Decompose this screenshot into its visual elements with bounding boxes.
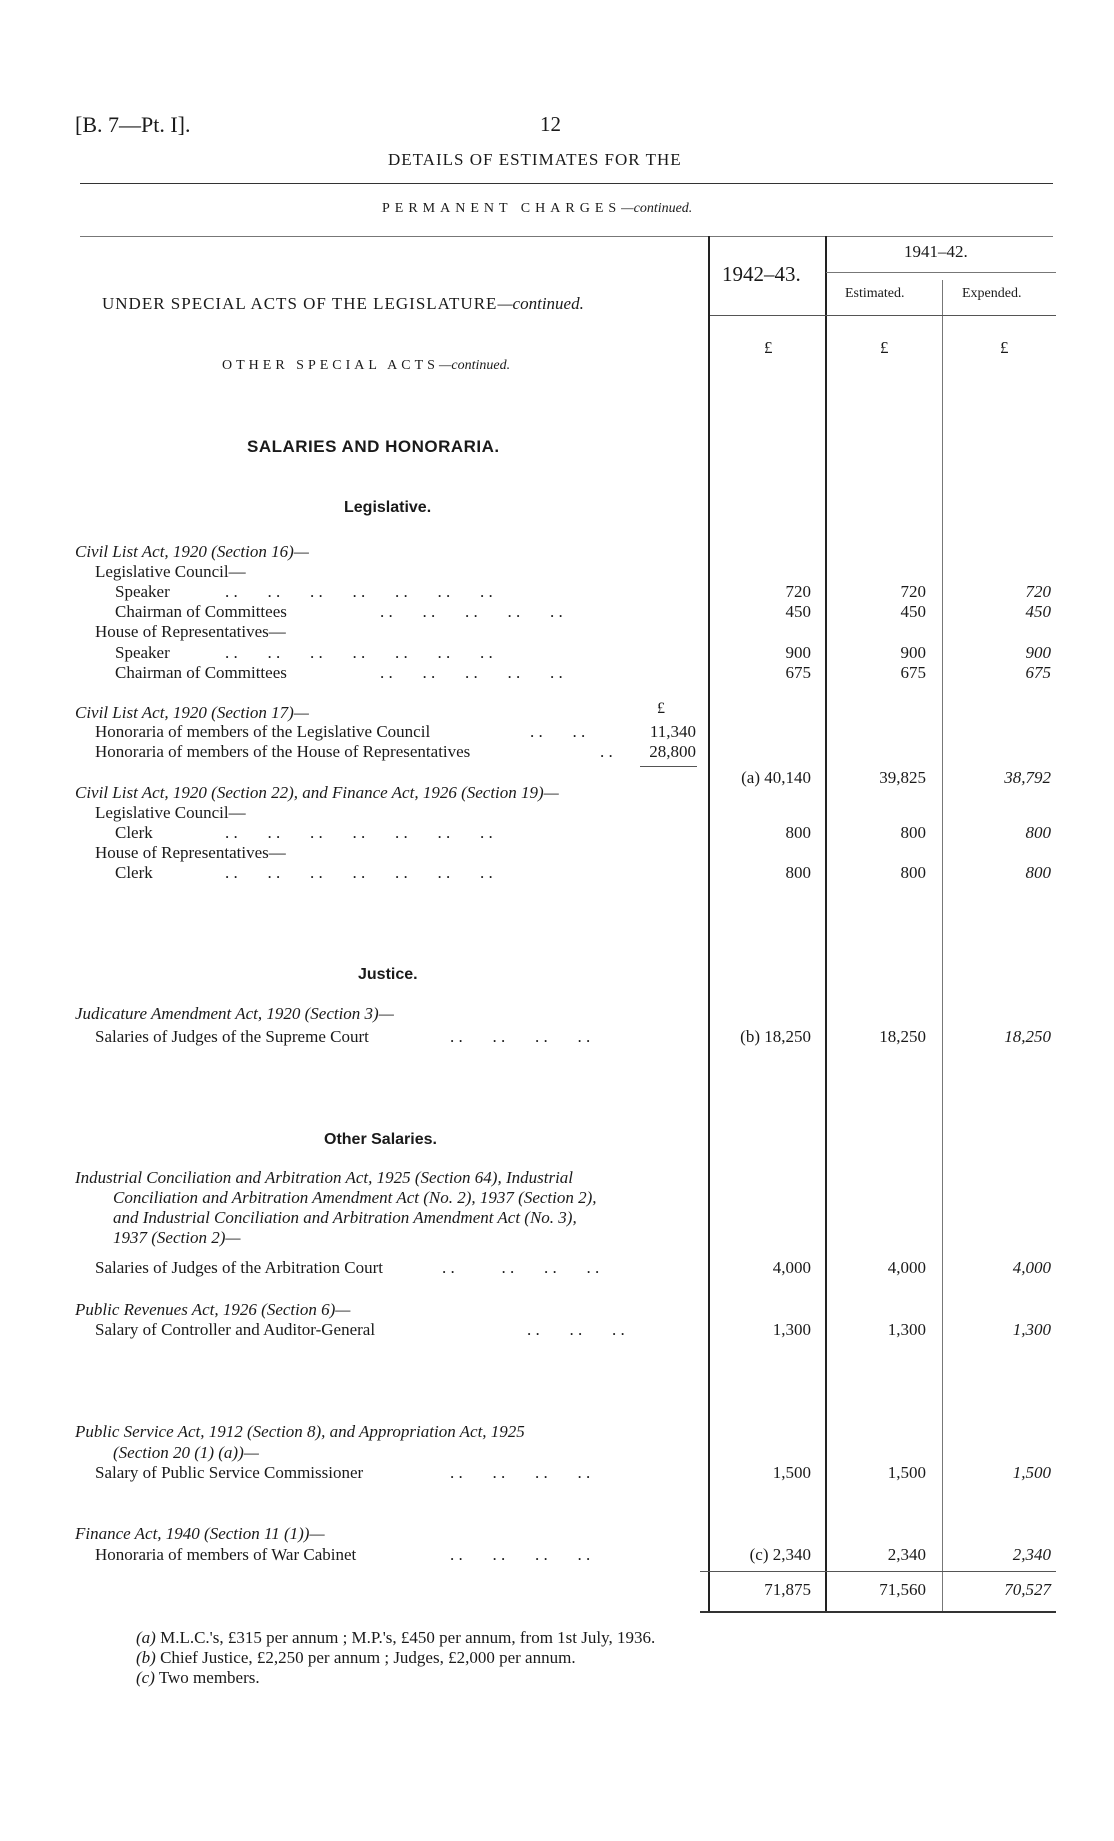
totals-bottom-rule: [700, 1611, 1056, 1613]
subsection-heading: OTHER SPECIAL ACTS—continued.: [222, 358, 511, 373]
label-arbitration-court-judges: Salaries of Judges of the Arbitration Court: [95, 1258, 384, 1277]
cell-commissioner-est: 1,500: [887, 1463, 926, 1482]
cell-war-cabinet-1942: (c) 2,340: [749, 1545, 811, 1564]
leader-dots: . . . .: [530, 722, 586, 741]
cell-chairman-council-exp: 450: [1025, 602, 1051, 621]
document-reference: [B. 7—Pt. I].: [75, 112, 191, 137]
title-rule: [80, 183, 1053, 184]
cell-chairman-house-1942: 675: [785, 663, 811, 682]
label-speaker-council: Speaker: [115, 582, 170, 601]
label-honoraria-house: Honoraria of members of the House of Representatives: [95, 742, 471, 761]
cell-honoraria-est: 39,825: [879, 768, 926, 787]
column-header-expended: Expended.: [962, 286, 1022, 301]
act-civil-list-s17: Civil List Act, 1920 (Section 17)—: [75, 703, 309, 722]
act-civil-list-s22-finance: Civil List Act, 1920 (Section 22), and Finance Act, 1926 (Section 19)—: [75, 783, 559, 802]
cell-chairman-house-exp: 675: [1025, 663, 1051, 682]
cell-speaker-council-est: 720: [900, 582, 926, 601]
section-subtitle: PERMANENT CHARGES—continued.: [382, 201, 693, 216]
cell-war-cabinet-est: 2,340: [887, 1545, 926, 1564]
cell-commissioner-1942: 1,500: [772, 1463, 811, 1482]
act-industrial-conciliation-l3: and Industrial Conciliation and Arbitration Amendment Act (No. 3),: [113, 1208, 577, 1227]
footnote-b: (b) Chief Justice, £2,250 per annum ; Judges, £2,000 per annum.: [136, 1648, 576, 1667]
column-header-1942-43: 1942–43.: [722, 262, 801, 286]
totals-top-rule: [700, 1571, 1056, 1572]
cell-chairman-council-est: 450: [900, 602, 926, 621]
cell-arbitration-1942: 4,000: [772, 1258, 811, 1277]
group-heading: SALARIES AND HONORARIA.: [247, 437, 500, 456]
cell-auditor-exp: 1,300: [1012, 1320, 1051, 1339]
column-group-1941-42: 1941–42.: [904, 242, 968, 261]
footnote-c: (c) Two members.: [136, 1668, 260, 1687]
cell-speaker-house-est: 900: [900, 643, 926, 662]
label-house-of-representatives-2: House of Representatives—: [95, 843, 286, 862]
total-1942: 71,875: [764, 1580, 811, 1599]
leader-dots: . . . . . .: [527, 1320, 625, 1339]
leader-dots: . . . . . . . . . . . . . .: [225, 643, 493, 662]
column-group-rule: [826, 272, 1056, 273]
inner-unit: £: [657, 700, 665, 717]
cell-auditor-est: 1,300: [887, 1320, 926, 1339]
cell-honoraria-exp: 38,792: [1004, 768, 1051, 787]
cell-chairman-council-1942: 450: [785, 602, 811, 621]
leader-dots: . . . . . . . .: [450, 1545, 591, 1564]
act-public-revenues: Public Revenues Act, 1926 (Section 6)—: [75, 1300, 351, 1319]
label-public-service-commissioner: Salary of Public Service Commissioner: [95, 1463, 364, 1482]
act-public-service-l1: Public Service Act, 1912 (Section 8), and Appropriation Act, 1925: [75, 1422, 525, 1441]
leader-dots: . . . . . . . . . .: [380, 602, 563, 621]
column-divider-3: [942, 280, 943, 1611]
column-header-estimated: Estimated.: [845, 286, 905, 301]
heading-justice: Justice.: [358, 966, 418, 983]
cell-arbitration-exp: 4,000: [1012, 1258, 1051, 1277]
act-civil-list-s16: Civil List Act, 1920 (Section 16)—: [75, 542, 309, 561]
sum-rule: [640, 766, 697, 767]
unit-col3: £: [1000, 338, 1009, 357]
page-title: DETAILS OF ESTIMATES FOR THE: [388, 150, 682, 169]
column-header-rule: [710, 315, 1056, 316]
total-exp: 70,527: [1004, 1580, 1051, 1599]
cell-speaker-house-1942: 900: [785, 643, 811, 662]
act-industrial-conciliation-l4: 1937 (Section 2)—: [113, 1228, 241, 1247]
label-chairman-council: Chairman of Committees: [115, 602, 287, 621]
cell-arbitration-est: 4,000: [887, 1258, 926, 1277]
cell-clerk-house-1942: 800: [785, 863, 811, 882]
act-public-service-l2: (Section 20 (1) (a))—: [113, 1443, 259, 1462]
label-legislative-council: Legislative Council—: [95, 562, 246, 581]
label-clerk-house: Clerk: [115, 863, 153, 882]
label-controller-auditor-general: Salary of Controller and Auditor-General: [95, 1320, 376, 1339]
act-finance-1940: Finance Act, 1940 (Section 11 (1))—: [75, 1524, 325, 1543]
cell-war-cabinet-exp: 2,340: [1012, 1545, 1051, 1564]
act-industrial-conciliation-l2: Conciliation and Arbitration Amendment Act (No. 2), 1937 (Section 2),: [113, 1188, 597, 1207]
cell-clerk-council-est: 800: [900, 823, 926, 842]
leader-dots: . .: [600, 742, 613, 761]
leader-dots: . . . . . . . . . .: [380, 663, 563, 682]
column-divider-2: [825, 236, 827, 1611]
cell-justice-est: 18,250: [879, 1027, 926, 1046]
label-legislative-council-2: Legislative Council—: [95, 803, 246, 822]
label-house-of-representatives: House of Representatives—: [95, 622, 286, 641]
act-industrial-conciliation-l1: Industrial Conciliation and Arbitration Act, 1925 (Section 64), Industrial: [75, 1168, 574, 1187]
total-est: 71,560: [879, 1580, 926, 1599]
cell-justice-1942: (b) 18,250: [740, 1027, 811, 1046]
label-judges-supreme-court: Salaries of Judges of the Supreme Court: [95, 1027, 369, 1046]
section-heading: UNDER SPECIAL ACTS OF THE LEGISLATURE—continued.: [102, 294, 584, 313]
cell-justice-exp: 18,250: [1004, 1027, 1051, 1046]
label-honoraria-council: Honoraria of members of the Legislative Council: [95, 722, 431, 741]
cell-honoraria-1942: (a) 40,140: [741, 768, 811, 787]
cell-commissioner-exp: 1,500: [1012, 1463, 1051, 1482]
footnote-a: (a) M.L.C.'s, £315 per annum ; M.P.'s, £450 per annum, from 1st July, 1936.: [136, 1628, 656, 1647]
page-number: 12: [540, 112, 561, 136]
cell-clerk-council-1942: 800: [785, 823, 811, 842]
cell-speaker-house-exp: 900: [1025, 643, 1051, 662]
leader-dots: . . . . . . . .: [450, 1463, 591, 1482]
unit-col1: £: [764, 338, 773, 357]
cell-clerk-house-est: 800: [900, 863, 926, 882]
label-war-cabinet-honoraria: Honoraria of members of War Cabinet: [95, 1545, 357, 1564]
label-chairman-house: Chairman of Committees: [115, 663, 287, 682]
leader-dots: . . . . . . . .: [442, 1258, 600, 1277]
heading-other-salaries: Other Salaries.: [324, 1131, 437, 1148]
value-honoraria-house: 28,800: [649, 742, 696, 761]
cell-speaker-council-exp: 720: [1025, 582, 1051, 601]
heading-legislative: Legislative.: [344, 499, 432, 516]
leader-dots: . . . . . . . .: [450, 1027, 591, 1046]
label-speaker-house: Speaker: [115, 643, 170, 662]
act-judicature-amendment: Judicature Amendment Act, 1920 (Section 3)—: [75, 1004, 394, 1023]
column-divider-1: [708, 236, 710, 1611]
cell-auditor-1942: 1,300: [772, 1320, 811, 1339]
leader-dots: . . . . . . . . . . . . . .: [225, 582, 493, 601]
cell-speaker-council-1942: 720: [785, 582, 811, 601]
leader-dots: . . . . . . . . . . . . . .: [225, 863, 493, 882]
label-clerk-council: Clerk: [115, 823, 153, 842]
subtitle-rule: [80, 236, 1053, 237]
cell-clerk-house-exp: 800: [1025, 863, 1051, 882]
leader-dots: . . . . . . . . . . . . . .: [225, 823, 493, 842]
cell-chairman-house-est: 675: [900, 663, 926, 682]
cell-clerk-council-exp: 800: [1025, 823, 1051, 842]
value-honoraria-council: 11,340: [649, 722, 696, 741]
unit-col2: £: [880, 338, 889, 357]
